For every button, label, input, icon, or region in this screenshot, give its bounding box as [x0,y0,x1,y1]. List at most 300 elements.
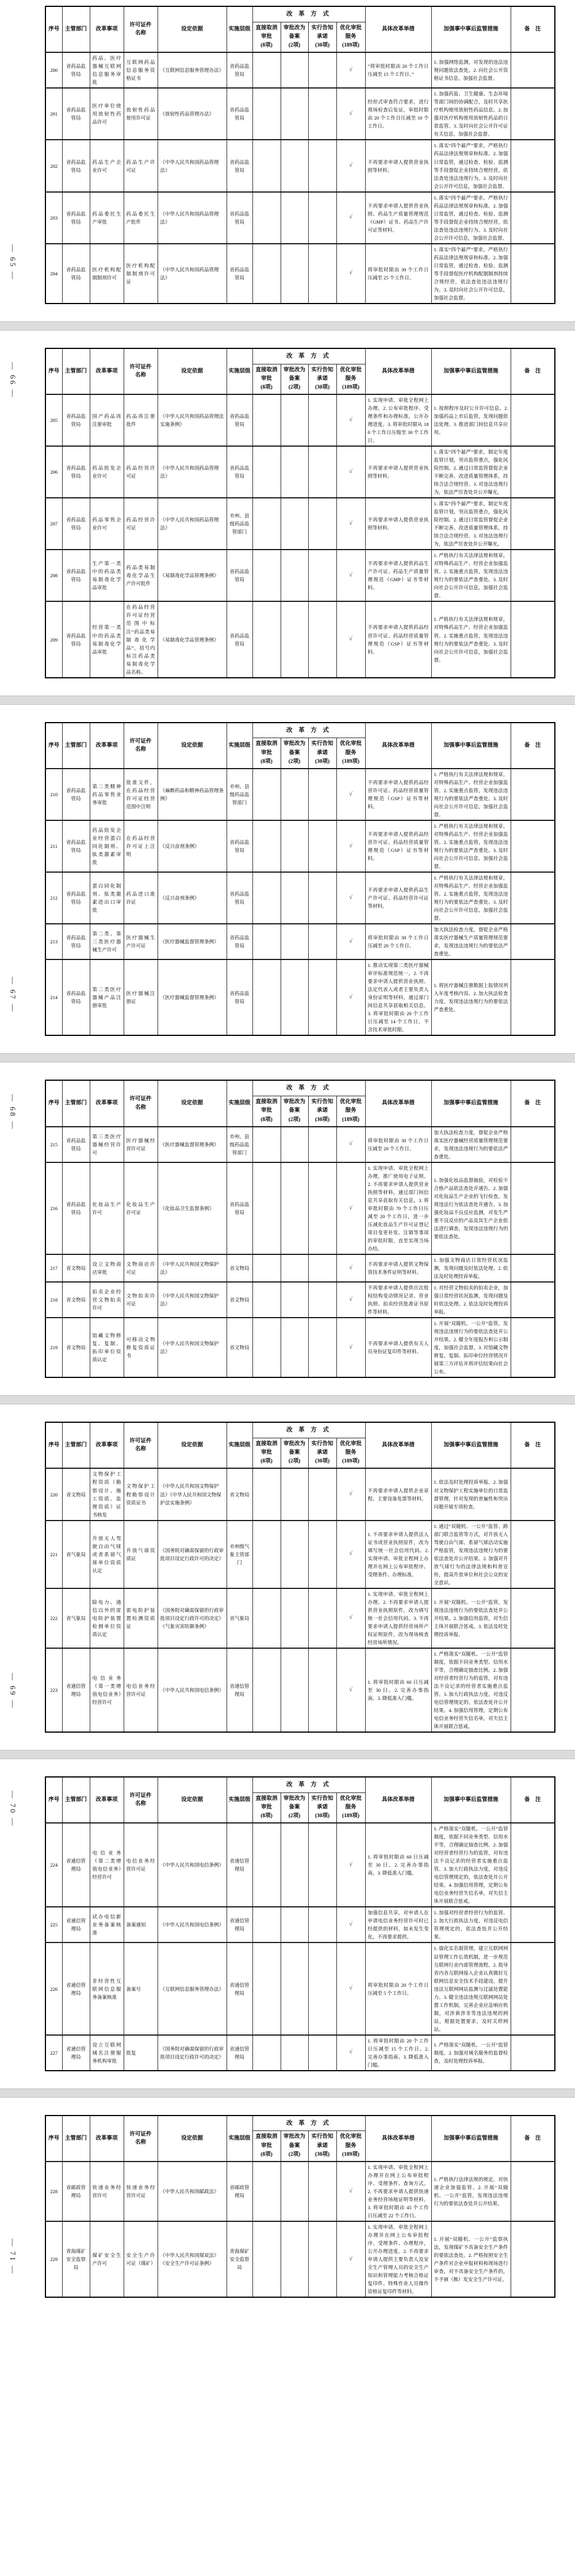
col-header-reform-measures: 具体改革举措 [365,2116,431,2162]
col-header-mode-change-to-filing [281,1438,308,1468]
mode-label: 直接取消审批 [255,367,278,382]
cell-implementation-level: 省药品监管局 [227,550,252,601]
cell-department: 省药品监管局 [62,1162,90,1254]
col-header-supervision-measures: 加强事中事后监管措施 [431,2116,511,2162]
mode-count: (189项) [342,1116,360,1123]
col-header-mode-optimize-service [336,1096,365,1127]
cell-reform-item: 药品批发企业经营蛋白同化制剂、肽类激素审批 [90,820,124,872]
page-gap [0,2089,575,2098]
cell-note [511,192,555,244]
cell-serial-number: 229 [45,2221,62,2297]
cell-mode-optimize-service: √ [336,820,365,872]
cell-department: 青海煤矿安全监察局 [62,2221,90,2297]
cell-department: 省药品监管局 [62,820,90,872]
cell-legal-basis: 《医疗器械监督管理条例》 [158,959,227,1035]
cell-supervision-measures: 1. 落实“四个最严”要求，严格执行药品法律法规规章和标准。2. 加强日常监管，通过检查、检验、监测等手段督促企业持续合规经营，依法查处违法违规行为。3. 及时向社会公开许可信息，加强社会监督。 [431,140,511,191]
cell-legal-basis: 《国务院对确需保留的行政审批项目设定行政许可的决定》《气象灾害防御条例》 [158,1588,227,1648]
document-page [0,331,575,696]
cell-mode-cancel-approval [252,872,281,924]
mode-count: (2项) [288,1458,301,1465]
cell-reform-item: 文物保护工程资质（勘察设计、施工资质、监理资质）证书核发 [90,1468,124,1520]
table-row [45,498,555,550]
table-row [45,1254,555,1282]
cell-legal-basis: 《中华人民共和国邮政法》 [158,2162,227,2221]
cell-mode-change-to-filing [281,1942,308,2034]
cell-mode-optimize-service: √ [336,52,365,88]
cell-mode-notification-commitment [308,872,336,924]
cell-department: 省药品监管局 [62,601,90,677]
table-body [45,1468,555,1732]
table-row [45,1521,555,1588]
col-header-certificate-name: 许可证件名称 [124,1080,158,1126]
cell-department: 省邮政管理局 [62,2162,90,2221]
cell-reform-measures: 不再要求申请人提供药品经营许可证、药品经营质量管理规范（GSP）证书等材料。 [365,820,431,872]
mode-count: (30项) [315,2151,330,2157]
col-header-mode-notification-commitment [308,1096,336,1127]
col-header-serial-number: 序号 [45,723,62,769]
cell-serial-number: 223 [45,1648,62,1732]
col-header-supervision-measures: 加强事中事后监管措施 [431,1422,511,1468]
mode-count: (2项) [288,758,301,765]
col-header-supervision-measures: 加强事中事后监管措施 [431,1080,511,1126]
cell-reform-item: 药品委托生产审批 [90,192,124,244]
cell-certificate-name: 备案号 [124,1942,158,2034]
cell-reform-measures: “将审批时限由 20 个工作日压减至 15 个工作日。” [365,52,431,88]
cell-legal-basis: 《易制毒化学品管理条例》 [158,601,227,677]
cell-reform-item: 第二类、第三类医疗器械生产许可 [90,924,124,959]
col-header-supervision-measures: 加强事中事后监管措施 [431,348,511,394]
cell-serial-number: 206 [45,446,62,498]
cell-mode-notification-commitment [308,1162,336,1254]
table-row [45,2035,555,2071]
mode-label: 实行告知承诺 [311,1441,334,1456]
table-row [45,769,555,820]
mode-label: 审批改为备案 [283,1099,305,1114]
col-header-supervision-measures: 加强事中事后监管措施 [431,1777,511,1823]
col-header-legal-basis: 设定依据 [158,2116,227,2162]
cell-mode-optimize-service: √ [336,1521,365,1588]
mode-label: 优化审批服务 [339,1441,362,1456]
cell-serial-number: 200 [45,52,62,88]
cell-note [511,1521,555,1588]
cell-department: 省药品监管局 [62,52,90,88]
col-header-mode-cancel-approval [252,1438,281,1468]
cell-mode-change-to-filing [281,2035,308,2071]
cell-reform-measures: 1. 实现申请、审批全程网上办理并在网上公布审批程序、受理条件、办理程序，公开办理进度。2. 不再要求申请人提供主要负责人及安全生产管理人员的安全生产知识和管理能力考核合格证复印件、特殊作业人员操作资格证复印件等材料。 [365,2221,431,2297]
col-header-serial-number: 序号 [45,2116,62,2162]
cell-implementation-level: 省药品监管局 [227,244,252,304]
cell-serial-number: 211 [45,820,62,872]
cell-mode-change-to-filing [281,88,308,140]
cell-department: 省药品监管局 [62,924,90,959]
cell-note [511,88,555,140]
cell-mode-notification-commitment [308,1648,336,1732]
table-row [45,1942,555,2034]
mode-count: (2项) [288,384,301,390]
cell-reform-item: 煤矿安全生产许可 [90,2221,124,2297]
cell-note [511,550,555,601]
col-header-mode-change-to-filing [281,1096,308,1127]
cell-department: 省气象局 [62,1521,90,1588]
cell-mode-notification-commitment [308,769,336,820]
cell-certificate-name: 备案通知 [124,1907,158,1942]
col-header-mode-change-to-filing [281,738,308,769]
cell-reform-measures: 1. 将审批时限由 20 个工作日压减至 15 个工作日。2. 完善办事指南。3. 降低准入门槛。 [365,2035,431,2071]
col-header-reform-measures: 具体改革举措 [365,1080,431,1126]
cell-supervision-measures: 1. 落实“四个最严”要求，严格执行药品法律法规规章和标准。2. 加强日常监管，通过检查、检验、监测等手段督促医疗机构配制制剂持续合规经营，依法查处违法违规行为。3. 及时向社会公开许可信息，加强社会监督。 [431,244,511,304]
cell-mode-cancel-approval [252,446,281,498]
cell-serial-number: 209 [45,601,62,677]
cell-mode-optimize-service: √ [336,394,365,446]
cell-implementation-level: 省药品监管局 [227,140,252,191]
cell-mode-optimize-service: √ [336,959,365,1035]
col-header-mode-notification-commitment [308,738,336,769]
cell-reform-measures: 1. 推动实现第二类医疗器械审评标准规范统一。2. 不再要求申请人提供营业执照、法定代表人或者主要负责人身份证明等材料，通过部门间信息共享获取相关信息。3. 将审批时限由 20 个工作日压减至 14 个工作日，不含技术审批时限。 [365,959,431,1035]
table-header [45,723,555,769]
cell-implementation-level: 省药品监管局 [227,52,252,88]
cell-reform-item: 药品批发企业许可 [90,446,124,498]
cell-mode-cancel-approval [252,498,281,550]
table-row [45,924,555,959]
cell-reform-measures: 1. 实现申请、审批全程网上办理。2. 不再要求申请人提供营业执照原件，改为填写统一社会信用代码。3. 不再要求申请人提供经营场所产权证明原件，改为现场核查经营场所情况。 [365,1588,431,1648]
cell-mode-notification-commitment [308,1282,336,1318]
cell-reform-item: 医疗机构配制制剂许可 [90,244,124,304]
mode-count: (189项) [342,1813,360,1819]
cell-reform-item: 经营第一类中的药品类易制毒化学品审批 [90,601,124,677]
table-header [45,348,555,394]
col-header-legal-basis: 设定依据 [158,1080,227,1126]
cell-serial-number: 212 [45,872,62,924]
col-header-implementation-level: 实施层级 [227,1080,252,1126]
cell-mode-cancel-approval [252,769,281,820]
table-row [45,1907,555,1942]
cell-serial-number: 214 [45,959,62,1035]
col-header-reform-measures: 具体改革举措 [365,348,431,394]
cell-certificate-name: 文物保护工程勘察设计资质证书 [124,1468,158,1520]
cell-serial-number: 227 [45,2035,62,2071]
cell-supervision-measures: 1. 严格落实“双随机、一公开”监管制度。2. 加强对域名服务的监督检查，及时处理投诉举报。 [431,2035,511,2071]
page-number: — 69 — [9,1673,17,1710]
document-page [0,705,575,1054]
mode-count: (189项) [342,43,360,49]
col-header-reform-measures: 具体改革举措 [365,1422,431,1468]
cell-implementation-level: 青海煤矿安全监察局 [227,2221,252,2297]
mode-label: 审批改为备案 [283,741,305,756]
table-row [45,1127,555,1162]
cell-mode-cancel-approval [252,88,281,140]
cell-serial-number: 203 [45,192,62,244]
cell-department: 省文物局 [62,1254,90,1282]
table-row [45,2221,555,2297]
col-header-serial-number: 序号 [45,1080,62,1126]
cell-supervision-measures: 1. 落实“四个最严”要求，制定年度监管计划，突出监管重点，强化风险控制。2. 通过日常监管督促企业不断完善、改进质量管理体系，持续合法合规经营。3. 对违法违规行为，依法严厉查处并公开曝光。 [431,446,511,498]
col-header-implementation-level: 实施层级 [227,1422,252,1468]
reform-items-table [45,6,555,304]
table-header [45,1777,555,1823]
col-header-mode-cancel-approval [252,22,281,52]
col-header-reform-item: 改革事项 [90,6,124,52]
cell-reform-measures: 1. 将审批时限由 60 日压减至 30 日。2. 完善办事指南。3. 降低准入门槛。 [365,1823,431,1907]
table-row [45,394,555,446]
page-number: — 68 — [9,1094,17,1131]
cell-certificate-name: 医疗器械经营许可证 [124,1127,158,1162]
table-header [45,1080,555,1126]
mode-count: (30项) [315,1458,330,1465]
table-row [45,52,555,88]
col-header-supervision-measures: 加强事中事后监管措施 [431,6,511,52]
mode-label: 实行告知承诺 [311,2134,334,2149]
mode-count: (8项) [260,1116,273,1123]
page-gap [0,321,575,331]
cell-reform-item: 医疗单位使用放射性药品许可 [90,88,124,140]
cell-reform-item: 生产第一类中的药品类易制毒化学品审批 [90,550,124,601]
cell-mode-optimize-service: √ [336,924,365,959]
cell-mode-optimize-service: √ [336,192,365,244]
mode-label: 优化审批服务 [339,741,362,756]
cell-department: 省药品监管局 [62,550,90,601]
cell-reform-measures: 1. 将审批时限由 60 日压减至 30 日。2. 完善办事指南。3. 降低准入门槛。 [365,1648,431,1732]
document-page [0,2098,575,2316]
mode-label: 直接取消审批 [255,1795,278,1810]
cell-legal-basis: 《中华人民共和国药品管理法》 [158,140,227,191]
page-number: — 71 — [9,2238,17,2275]
table-header [45,1422,555,1468]
cell-implementation-level: 省药品监管局 [227,601,252,677]
cell-note [511,820,555,872]
col-header-reform-measures: 具体改革举措 [365,1777,431,1823]
cell-serial-number: 221 [45,1521,62,1588]
cell-mode-change-to-filing [281,1254,308,1282]
cell-reform-measures: 将审批时限由 30 个工作日压减至 20 个工作日。 [365,924,431,959]
cell-supervision-measures: 1. 加强对经营者经营行为的监管。2. 加大行政执法力度，对违反电信管理规定的，依法查处并公开结果。 [431,1907,511,1942]
cell-supervision-measures: 1. 依法及时处理投诉举报。2. 加强对文物保护工程实施单位的日常监督管理，针对发现的普遍性和突出问题开展专项检查。 [431,1468,511,1520]
cell-note [511,1588,555,1648]
col-header-note: 备 注 [511,723,555,769]
cell-legal-basis: 《中华人民共和国电信条例》 [158,1823,227,1907]
col-header-certificate-name: 许可证件名称 [124,6,158,52]
cell-note [511,1942,555,2034]
cell-implementation-level: 省通信管理局 [227,1648,252,1732]
col-header-note: 备 注 [511,1777,555,1823]
cell-mode-change-to-filing [281,2221,308,2297]
mode-count: (189项) [342,2151,360,2157]
cell-legal-basis: 《国务院对确需保留的行政审批项目设定行政许可的决定》 [158,1521,227,1588]
mode-label: 审批改为备案 [283,25,305,40]
cell-note [511,52,555,88]
table-body [45,52,555,303]
cell-legal-basis: 《化妆品卫生监督条例》 [158,1162,227,1254]
cell-mode-change-to-filing [281,498,308,550]
cell-certificate-name: 药品经营许可证 [124,498,158,550]
cell-mode-optimize-service: √ [336,1907,365,1942]
mode-count: (30项) [315,1116,330,1123]
cell-certificate-name: 快递业务经营许可证 [124,2162,158,2221]
cell-reform-item: 第二类医疗器械产品注册审批 [90,959,124,1035]
mode-count: (8项) [260,1458,273,1465]
cell-certificate-name: 药品生产许可证 [124,140,158,191]
cell-implementation-level: 省药品监管局 [227,192,252,244]
col-header-reform-measures: 具体改革举措 [365,6,431,52]
reform-items-table [45,722,555,1036]
cell-reform-item: 化妆品生产许可 [90,1162,124,1254]
document-page [0,1404,575,1750]
cell-serial-number: 218 [45,1282,62,1318]
table-body [45,394,555,678]
document-page [0,1759,575,2089]
cell-department: 省药品监管局 [62,244,90,304]
cell-mode-cancel-approval [252,394,281,446]
cell-mode-cancel-approval [252,1318,281,1377]
cell-note [511,1648,555,1732]
mode-count: (30项) [315,758,330,765]
col-header-reform-item: 改革事项 [90,2116,124,2162]
cell-supervision-measures: 1. 严格落实“双随机、一公开”监管制度，依据不同业务类型、信用水平等，合理确定抽查比例。2. 加强对经营者经营行为的监管，对有违法不良记录的经营者实施重点监管。3. 加大行政执法力度，对违反电信管理规定的，依法查处并公开结果。4. 加强信用管理，定期公布电信业务经营失信名单，对失信主体开展联合惩戒。 [431,1648,511,1732]
cell-reform-item: 非经营性互联网信息服务备案核准 [90,1942,124,2034]
cell-mode-cancel-approval [252,1907,281,1942]
cell-certificate-name: 升放气球资质证 [124,1521,158,1588]
cell-note [511,601,555,677]
cell-supervision-measures: 1. 严格落实“双随机、一公开”监管制度，依据不同业务类型、信用水平等，合理确定抽查比例。2. 加强对经营者经营行为的监管，对有违法不良记录的经营者实施重点监管。3. 加大行政执法力度，对违反电信管理规定的，依法查处并公开结果。4. 加强信用管理，定期公布电信业务经营失信名单，对失信主体开展联合惩戒。 [431,1823,511,1907]
col-header-department: 主管部门 [62,1080,90,1126]
mode-label: 优化审批服务 [339,1795,362,1810]
cell-mode-notification-commitment [308,192,336,244]
cell-reform-measures: 1. 实现申请、审批全程网上办理并在网上公布审批程序、受理条件、查询方式。2. 不再要求申请人提供快递业务经营场地证明等材料。3. 将审批时限由 45 个工作日压减至 22 个工作日。 [365,2162,431,2221]
cell-note [511,1907,555,1942]
col-header-mode-optimize-service [336,2131,365,2162]
cell-serial-number: 226 [45,1942,62,2034]
cell-implementation-level: 省通信管理局 [227,2035,252,2071]
cell-legal-basis: 《反兴奋剂条例》 [158,820,227,872]
col-header-implementation-level: 实施层级 [227,348,252,394]
mode-label: 优化审批服务 [339,1099,362,1114]
cell-certificate-name: 电信业务经营许可证 [124,1648,158,1732]
cell-supervision-measures: 1. 加强药监、卫生健康、生态环境等部门间的协调配合，及时共享医疗机构使用放射性药品信息。2. 加强对医疗机构使用放射性药品的日常监管。3. 及时向社会公开许可证有关信息，加强社会监督。 [431,88,511,140]
cell-supervision-measures: 1. 开展“双随机、一公开”监察执法，发现煤矿不具备安全生产条件的要依法查处。2. 严格按照安全生产条件对企业申报材料和现场进行审查，对不具备安全生产条件的，不予颁（换）发安全生产许可证。 [431,2221,511,2297]
cell-reform-measures: 不再要求申请人提供药品经营许可证、药品经营质量管理规范（GSP）证书等材料。 [365,769,431,820]
col-header-mode-cancel-approval [252,1096,281,1127]
col-header-legal-basis: 设定依据 [158,723,227,769]
col-header-mode-optimize-service [336,1438,365,1468]
cell-mode-notification-commitment [308,498,336,550]
mode-label: 优化审批服务 [339,367,362,382]
col-header-note: 备 注 [511,6,555,52]
cell-mode-optimize-service: √ [336,1468,365,1520]
cell-mode-optimize-service: √ [336,2221,365,2297]
cell-department: 省文物局 [62,1468,90,1520]
reform-items-table [45,1080,555,1378]
col-header-mode-optimize-service [336,738,365,769]
cell-certificate-name: 放射性药品使用许可证 [124,88,158,140]
table-body [45,2162,555,2297]
cell-mode-change-to-filing [281,1588,308,1648]
cell-note [511,1318,555,1377]
cell-mode-notification-commitment [308,1823,336,1907]
cell-supervision-measures: 1. 加强文物商店日常经营状况监测，发现问题及时依法处理。2. 依法及时处理投诉举报。 [431,1254,511,1282]
cell-note [511,244,555,304]
cell-certificate-name: 文物拍卖许可证 [124,1282,158,1318]
cell-reform-measures: 经形式审查符合要求，进行现场检查后发证，审批时限由 20 个工作日压减至 10 个工作日。 [365,88,431,140]
cell-mode-optimize-service: √ [336,1823,365,1907]
table-row [45,601,555,677]
col-header-implementation-level: 实施层级 [227,2116,252,2162]
cell-serial-number: 210 [45,769,62,820]
cell-note [511,2162,555,2221]
table-header [45,2116,555,2162]
cell-note [511,446,555,498]
cell-supervision-measures: 1. 严格执行有关法律法规和规章，对特殊药品生产、经营企业加强监管。2. 实施重点监管，发现违法违规行为的要依法严查重处。3. 及时向社会公开许可信息，加强社会监督。 [431,601,511,677]
cell-department: 省药品监管局 [62,394,90,446]
cell-mode-cancel-approval [252,1942,281,2034]
cell-legal-basis: 《中华人民共和国文物保护法》 [158,1254,227,1282]
cell-mode-notification-commitment [308,601,336,677]
cell-supervision-measures: 1. 将医疗器械注册数据上报情况列入年度考核内容。2. 加大执法检查力度，发现违法违规行为的要依法严查重处。 [431,959,511,1035]
cell-supervision-measures: 1. 落实“四个最严”要求，严格执行药品法律法规规章和标准。2. 加强日常监管，通过检查、检验、监测等手段督促企业持续合规经营，依法查处违法违规行为。3. 及时向社会公开许可信息，加强社会监督。 [431,192,511,244]
cell-serial-number: 225 [45,1907,62,1942]
col-header-serial-number: 序号 [45,1422,62,1468]
cell-mode-optimize-service: √ [336,1254,365,1282]
cell-mode-change-to-filing [281,601,308,677]
cell-note [511,140,555,191]
cell-mode-optimize-service: √ [336,2035,365,2071]
col-header-mode-cancel-approval [252,1792,281,1823]
cell-certificate-name: 批复 [124,2035,158,2071]
cell-mode-notification-commitment [308,88,336,140]
cell-mode-notification-commitment [308,1468,336,1520]
cell-mode-notification-commitment [308,820,336,872]
cell-serial-number: 222 [45,1588,62,1648]
cell-mode-change-to-filing [281,1468,308,1520]
cell-reform-item: 第二类精神药品零售业务审批 [90,769,124,820]
mode-count: (30项) [315,43,330,49]
cell-supervision-measures: 1. 通过“双随机、一公开”监管、跨部门联合监管等方式，对升放无人驾驶自由气球、系留气球活动实施严格监管，发现违法违规行为的要依法查处并公开结果。2. 加强对升放气球行为的法律法规和科普宣传，提高升放单位和社会公众的安全意识。 [431,1521,511,1588]
cell-mode-notification-commitment [308,52,336,88]
cell-reform-item: 第三类医疗器械经营许可 [90,1127,124,1162]
cell-reform-item: 除电力、通信以外的雷电防护装置检测单位资质认定 [90,1588,124,1648]
cell-department: 省药品监管局 [62,959,90,1035]
page-number: — 66 — [9,362,17,399]
cell-certificate-name: 互联网药品信息服务资格证书 [124,52,158,88]
cell-serial-number: 202 [45,140,62,191]
mode-label: 审批改为备案 [283,1795,305,1810]
cell-note [511,1127,555,1162]
cell-legal-basis: 《反兴奋剂条例》 [158,872,227,924]
cell-mode-notification-commitment [308,446,336,498]
reform-items-table [45,1776,555,2071]
cell-reform-item: 药品零售企业许可 [90,498,124,550]
cell-legal-basis: 《中华人民共和国文物保护法》 [158,1318,227,1377]
cell-certificate-name: 安全生产许可证（煤矿） [124,2221,158,2297]
cell-certificate-name: 雷电防护装置检测资质证 [124,1588,158,1648]
cell-implementation-level: 省通信管理局 [227,1823,252,1907]
col-header-reform-item: 改革事项 [90,348,124,394]
mode-label: 直接取消审批 [255,25,278,40]
cell-implementation-level: 省气象局 [227,1588,252,1648]
col-header-note: 备 注 [511,2116,555,2162]
cell-mode-change-to-filing [281,52,308,88]
cell-department: 省药品监管局 [62,769,90,820]
mode-count: (2项) [288,2151,301,2157]
cell-mode-cancel-approval [252,924,281,959]
mode-label: 实行告知承诺 [311,1795,334,1810]
cell-supervision-measures: 加大执法检查力度，督促企业严格落实医疗器械生产质量管理规范要求，发现违法违规行为的要依法严查重处。 [431,924,511,959]
mode-label: 实行告知承诺 [311,741,334,756]
cell-mode-optimize-service: √ [336,1318,365,1377]
cell-implementation-level: 市州、县级药品监管部门 [227,769,252,820]
col-header-reform-mode-group: 改 革 方 式 [252,1422,365,1438]
cell-supervision-measures: 1. 开展“双随机、一公开”监管，发现违法违规行为的要依法查处并公开结果。2. 健全年度报告和公示制度，加强社会监督。3. 对馆藏文物修复、复制、拓印单位经营情况开展第三方评估并将评估结果向社会公布。 [431,1318,511,1377]
cell-legal-basis: 《中华人民共和国电信条例》 [158,1648,227,1732]
col-header-reform-item: 改革事项 [90,1080,124,1126]
